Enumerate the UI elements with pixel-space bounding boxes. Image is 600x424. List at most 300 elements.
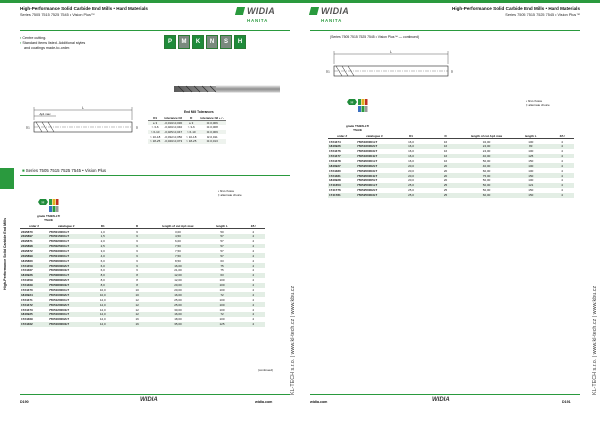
table-cell: 7505120002LT — [48, 302, 85, 307]
end-mill-drawing — [20, 104, 145, 140]
grade-material-icons — [37, 198, 59, 214]
table-cell: 75 — [203, 263, 242, 268]
table-cell: 7505200005LT — [357, 178, 378, 183]
table-cell: 12,0 — [84, 302, 121, 307]
table-cell: 121 — [511, 183, 550, 188]
continued-heading: (Series 7505 7515 7525 7545 • Vision Plus™ — continued) — [330, 35, 419, 39]
table-cell: 4 — [550, 163, 574, 168]
table-cell: 12 — [135, 307, 139, 312]
table-cell: 25,0 — [393, 193, 430, 198]
table-cell: 25,00 — [174, 297, 182, 302]
table-cell: 50,00 — [482, 178, 491, 183]
footer-divider — [20, 394, 290, 395]
table-cell: 3,0 — [100, 248, 105, 253]
table-cell: 57 — [203, 253, 242, 258]
table-cell: 4 — [561, 149, 563, 154]
table-cell: 16 — [429, 144, 461, 149]
table-cell: 4 — [252, 297, 254, 302]
table-cell: 25,0 — [408, 188, 414, 193]
side-url: KL-TECH s.r.o. | www.kl-tech.cz | www.kbu.cz — [592, 285, 598, 395]
legend-first-choice: • first choice — [218, 189, 242, 193]
product-table — [328, 134, 574, 198]
dim-D: D — [451, 69, 454, 74]
table-cell: 16,0 — [408, 158, 414, 163]
end-mill-drawing — [320, 48, 460, 84]
table-cell: 2495899 — [20, 253, 48, 258]
table-cell: 12 — [121, 312, 153, 317]
tol-header: tolerance h6 — [162, 116, 184, 121]
table-row — [328, 193, 574, 198]
table-cell: 7505120001LT — [48, 297, 70, 302]
table-cell: 6,0 — [84, 263, 121, 268]
table-cell: 1741781 — [328, 193, 356, 198]
table-cell: 8 — [121, 283, 153, 288]
tolerance-table — [148, 116, 226, 144]
table-cell: 100 — [203, 283, 242, 288]
col-order: order # — [20, 224, 48, 229]
table-cell: 7505025001LT — [48, 244, 85, 249]
table-cell: 4 — [241, 244, 265, 249]
table-cell: 4 — [252, 288, 254, 293]
table-cell: 1724473 — [21, 307, 33, 312]
table-cell: 150 — [528, 158, 534, 163]
table-cell: 1724459 — [20, 263, 48, 268]
table-cell: 7505200001LT — [357, 158, 378, 163]
table-cell: 40,00 — [462, 154, 512, 159]
table-cell: 7505040001LT — [48, 253, 85, 258]
table-cell: 7,50 — [153, 244, 202, 249]
table-cell: 7505010001LT — [48, 229, 70, 234]
table-cell: 25 — [429, 183, 461, 188]
tol-header: D1 — [148, 116, 162, 121]
logo-sub: HANITA — [247, 18, 269, 23]
table-cell: 6 — [121, 263, 153, 268]
series-divider — [20, 175, 290, 176]
footer-divider — [310, 394, 580, 395]
tolerance-title: End Mill Tolerances — [184, 110, 214, 114]
feature-bullets — [20, 36, 85, 52]
choice-legend — [218, 189, 242, 198]
table-cell: 25,0 — [393, 183, 430, 188]
footer-url: widia.com — [310, 400, 328, 404]
table-cell: 1724474 — [329, 139, 341, 144]
top-accent-bar — [300, 0, 600, 3]
table-cell: 7505080001LT — [48, 273, 85, 278]
dim-D1: D1 — [326, 69, 330, 74]
table-cell: 12,00 — [174, 278, 182, 283]
page-number: D191 — [562, 400, 571, 404]
table-cell: 6 — [136, 248, 138, 253]
table-cell: 4 — [241, 322, 265, 327]
table-cell: 7505060003LT — [48, 268, 70, 273]
side-tab-marker — [0, 168, 14, 189]
material-m-icon: M — [178, 35, 190, 49]
table-cell: 8 — [136, 278, 138, 283]
table-cell: 4 — [550, 193, 574, 198]
table-cell: 6 — [136, 268, 138, 273]
top-accent-bar — [0, 0, 300, 3]
grade-material-icons — [346, 98, 368, 114]
table-cell: 8 — [121, 273, 153, 278]
table-cell: 4 — [241, 273, 265, 278]
table-cell: 72 — [203, 292, 242, 297]
table-cell: 20 — [429, 173, 461, 178]
table-cell: 75 — [220, 268, 224, 273]
table-cell: 1741653 — [328, 183, 356, 188]
table-cell: 4,50 — [153, 234, 202, 239]
material-n-icon: N — [206, 35, 218, 49]
table-cell: 7505250001LT — [356, 183, 393, 188]
table-cell: 1724480 — [329, 168, 341, 173]
table-cell: 1,5 — [84, 234, 121, 239]
table-cell: 12,0 — [99, 317, 106, 322]
table-cell: 100 — [511, 163, 550, 168]
table-cell: 7505200002LT — [356, 163, 393, 168]
logo-mark-icon — [309, 7, 319, 15]
table-cell: 32,00 — [482, 139, 491, 144]
table-cell: 7505160001LT — [357, 139, 378, 144]
table-cell: 12,00 — [153, 273, 202, 278]
tol-header: D — [184, 116, 198, 121]
logo-mark-icon — [235, 7, 245, 15]
table-cell: 20,0 — [408, 168, 414, 173]
table-cell: 7505200003LT — [357, 168, 378, 173]
header-subtitle: Series 7505 7515 7525 7545 • Vision Plus™ — [505, 13, 580, 17]
col-zu: Z/U — [550, 134, 574, 139]
table-cell: 16,00 — [153, 312, 202, 317]
table-cell: 2,5 — [84, 244, 121, 249]
col-d1: D1 — [393, 134, 430, 139]
table-cell: 7505160001LT — [48, 312, 85, 317]
table-cell: 100 — [203, 302, 242, 307]
widia-logo — [310, 4, 370, 29]
dim-L: L — [390, 50, 392, 54]
table-cell: 1840924 — [20, 292, 48, 297]
table-cell: 75,00 — [462, 173, 512, 178]
table-cell: 16 — [121, 322, 153, 327]
table-cell: 12,0 — [99, 307, 106, 312]
table-cell: 4 — [241, 302, 265, 307]
table-cell: 100 — [528, 139, 534, 144]
table-cell: 1724472 — [20, 302, 48, 307]
table-cell: 4 — [252, 278, 254, 283]
table-cell: 1724462 — [20, 322, 48, 327]
table-cell: 1724467 — [21, 268, 33, 273]
end-mill-photo — [172, 82, 282, 96]
table-cell: 4 — [252, 258, 254, 263]
col-length-of-cut: length of cut Ap1 max — [153, 224, 202, 229]
col-d1: D1 — [84, 224, 121, 229]
logo-sub: HANITA — [321, 18, 343, 23]
grade-label: grade TS/EN-LT/ TSA/E — [346, 124, 370, 132]
header-divider — [310, 30, 580, 31]
table-cell: 2495870 — [21, 229, 33, 234]
table-cell: 20,00 — [153, 283, 202, 288]
table-cell: 1724476 — [329, 149, 341, 154]
table-cell: 4 — [252, 229, 254, 234]
table-cell: 4 — [252, 239, 254, 244]
bullet-item: ▪ Centre cutting. — [20, 36, 85, 41]
table-cell: 7,50 — [175, 248, 181, 253]
dim-D: D — [136, 125, 139, 130]
header-title: High-Performance Solid Carbide End Mills • Hard Materials — [20, 6, 148, 11]
continued-note: (continued) — [258, 368, 274, 372]
table-cell: 57 — [220, 248, 224, 253]
table-cell: 4 — [561, 188, 563, 193]
table-cell: 4 — [241, 234, 265, 239]
tol-row: > 6-10 -0,025/-0,047 > 6-10 0/-0,009 — [148, 130, 226, 135]
table-cell: 10 — [135, 288, 139, 293]
table-cell: 8,50 — [175, 258, 181, 263]
table-cell: 7505160002LT — [356, 144, 393, 149]
table-cell: 4 — [252, 317, 254, 322]
logo-word: WIDIA — [247, 6, 275, 16]
footer-url: widia.com — [255, 400, 273, 404]
product-table — [20, 224, 265, 327]
table-cell: 6 — [121, 253, 153, 258]
table-cell: 18,00 — [174, 317, 182, 322]
svg-text:H: H — [41, 199, 45, 205]
table-cell: 60,00 — [462, 193, 512, 198]
table-cell: 4 — [550, 183, 574, 188]
col-zu: Z/U — [241, 224, 265, 229]
table-cell: 12 — [135, 297, 139, 302]
material-p-icon: P — [164, 35, 176, 49]
table-cell: 7505060001LT — [48, 258, 70, 263]
table-cell: 50,00 — [482, 188, 491, 193]
table-cell: 57 — [220, 239, 224, 244]
table-cell: 100 — [528, 149, 534, 154]
table-cell: 4 — [252, 268, 254, 273]
table-cell: 20,00 — [174, 288, 182, 293]
tol-row: ≤ 3 -0,010/-0,030 ≤ 3 0/-0,006 — [148, 121, 226, 126]
tol-row: > 10-18 -0,032/-0,050 > 10-18 0/-0,011 — [150, 134, 218, 139]
dim-ap1: Ap1 max — [39, 112, 51, 116]
table-cell: 4 — [561, 139, 563, 144]
table-cell: 7505250002LT — [357, 188, 378, 193]
header-divider — [20, 30, 290, 31]
table-cell: 16 — [135, 317, 139, 322]
bullet-item: and coatings made-to-order. — [24, 46, 71, 51]
col-d: D — [121, 224, 153, 229]
table-cell: 4 — [241, 283, 265, 288]
table-cell: 25 — [429, 193, 461, 198]
table-cell: 6 — [136, 239, 138, 244]
table-cell: 100 — [528, 178, 534, 183]
table-cell: 12,0 — [84, 322, 121, 327]
table-cell: 1840926 — [20, 273, 48, 278]
table-cell: 21,00 — [174, 268, 182, 273]
bullet-item: ▪ Standard items listed. Additional styles — [20, 41, 85, 46]
table-cell: 7505160002LT — [48, 317, 70, 322]
table-cell: 4 — [252, 248, 254, 253]
table-cell: 1724481 — [328, 173, 356, 178]
table-cell: 7505160003LT — [48, 322, 85, 327]
table-cell: 4 — [550, 154, 574, 159]
table-cell: 150 — [528, 188, 534, 193]
table-cell: 4 — [241, 312, 265, 317]
table-cell: 6 — [136, 229, 138, 234]
table-cell: 1724477 — [328, 154, 356, 159]
table-cell: 6 — [121, 234, 153, 239]
dim-L: L — [82, 106, 84, 110]
logo-word: WIDIA — [321, 6, 349, 16]
table-cell: 16 — [429, 154, 461, 159]
col-catalogue: catalogue # — [356, 134, 393, 139]
table-cell: 50,00 — [462, 183, 512, 188]
table-cell: 4,0 — [84, 253, 121, 258]
table-cell: 72 — [203, 312, 242, 317]
table-cell: 6 — [121, 244, 153, 249]
table-cell: 1840928 — [329, 178, 341, 183]
table-cell: 1845860 — [21, 258, 33, 263]
table-cell: 7505080002LT — [48, 278, 70, 283]
table-cell: 6 — [136, 258, 138, 263]
table-cell: 7505160003LT — [357, 149, 378, 154]
table-cell: 12,0 — [84, 312, 121, 317]
table-cell: 16,00 — [153, 292, 202, 297]
table-cell: 6,0 — [100, 268, 105, 273]
table-cell: 20,0 — [393, 173, 430, 178]
table-cell: 60,00 — [482, 168, 491, 173]
table-cell: 7505080003LT — [48, 283, 85, 288]
table-cell: 7,50 — [153, 253, 202, 258]
material-h-icon: H — [234, 35, 246, 49]
table-row — [20, 322, 265, 327]
tol-row: > 18-25 -0,040/-0,073 > 18-25 0/-0,013 — [148, 139, 226, 144]
table-cell: 100 — [219, 297, 225, 302]
table-cell: 1724471 — [21, 297, 33, 302]
series-title: ■ Series 7505 7515 7525 7545 • Vision Plus — [22, 168, 106, 173]
table-cell: 7505015001LT — [48, 234, 85, 239]
table-cell: 6,0 — [100, 258, 105, 263]
header-title: High-Performance Solid Carbide End Mills • Hard Materials — [452, 6, 580, 11]
choice-legend — [526, 99, 550, 108]
table-cell: 8,0 — [100, 278, 105, 283]
table-cell: 4 — [241, 292, 265, 297]
table-cell: 12 — [121, 302, 153, 307]
table-cell: 150 — [511, 193, 550, 198]
table-cell: 57 — [203, 244, 242, 249]
table-cell: 50 — [220, 229, 224, 234]
table-cell: 1724469 — [21, 317, 33, 322]
col-order: order # — [328, 134, 356, 139]
table-cell: 1724469 — [20, 283, 48, 288]
table-cell: 16,0 — [393, 144, 430, 149]
table-cell: 57 — [203, 234, 242, 239]
table-cell: 1840927 — [328, 163, 356, 168]
table-cell: 1,0 — [100, 229, 105, 234]
side-url: KL-TECH s.r.o. | www.kl-tech.cz | www.kbu.cz — [290, 285, 296, 395]
table-cell: 8,0 — [84, 273, 121, 278]
table-cell: 10,0 — [99, 288, 106, 293]
table-cell: 24,00 — [462, 144, 512, 149]
table-cell: 2,0 — [100, 239, 105, 244]
col-length: length L — [203, 224, 242, 229]
widia-logo — [236, 4, 296, 29]
table-cell: 7505120003LT — [48, 307, 70, 312]
tol-header: tolerance h6 + / - — [200, 116, 225, 121]
table-cell: 7505100002LT — [48, 292, 85, 297]
material-icons — [164, 35, 246, 49]
col-d: D — [429, 134, 461, 139]
table-cell: 16 — [443, 158, 448, 163]
table-cell: 12,0 — [99, 297, 106, 302]
table-cell: 20,0 — [408, 178, 414, 183]
table-cell: 125 — [203, 322, 242, 327]
footer-logo: WIDIA — [432, 397, 450, 403]
side-section-title: High-Performance Solid Carbide End Mills — [3, 217, 7, 290]
table-cell: 25 — [443, 188, 448, 193]
table-cell: 40,00 — [462, 163, 512, 168]
table-cell: 7505200004LT — [356, 173, 393, 178]
col-length: length L — [511, 134, 550, 139]
footer-logo: WIDIA — [140, 397, 158, 403]
table-cell: 4 — [241, 263, 265, 268]
table-cell: 4 — [561, 168, 563, 173]
header-subtitle: Series 7505 7515 7525 7545 • Vision Plus™ — [20, 13, 95, 17]
material-s-icon: S — [220, 35, 232, 49]
table-cell: 125 — [511, 154, 550, 159]
table-cell: 20 — [443, 178, 448, 183]
table-cell: 20 — [429, 163, 461, 168]
table-cell: 1724459 — [21, 278, 33, 283]
catalog-page-right — [300, 0, 600, 424]
table-cell: 16,0 — [393, 154, 430, 159]
table-cell: 16 — [443, 139, 448, 144]
table-cell: 16 — [443, 149, 448, 154]
page-number: D190 — [20, 400, 29, 404]
table-cell: 4 — [252, 307, 254, 312]
table-cell: 100 — [219, 317, 225, 322]
table-cell: 7505020001LT — [48, 239, 70, 244]
tol-row: > 3-6 -0,020/-0,040 > 3-6 0/-0,008 — [151, 125, 218, 130]
table-cell: 83 — [511, 144, 550, 149]
table-cell: 10,0 — [84, 292, 121, 297]
table-cell: 100 — [219, 278, 225, 283]
table-cell: 7505160004LT — [356, 154, 393, 159]
table-cell: 3,00 — [175, 229, 181, 234]
col-catalogue: catalogue # — [48, 224, 85, 229]
table-cell: 30,00 — [174, 307, 182, 312]
table-cell: 1840926 — [328, 144, 356, 149]
col-length-of-cut: length of cut Ap1 max — [462, 134, 512, 139]
table-cell: 100 — [528, 168, 534, 173]
table-cell: 100 — [219, 307, 225, 312]
svg-text:H: H — [350, 99, 354, 105]
table-cell: 10 — [121, 292, 153, 297]
table-cell: 1840925 — [20, 312, 48, 317]
table-cell: 100 — [219, 288, 225, 293]
table-cell: 16,0 — [408, 139, 414, 144]
table-cell: 16,0 — [408, 149, 414, 154]
table-cell: 35,00 — [153, 322, 202, 327]
table-cell: 2495872 — [21, 248, 33, 253]
table-cell: 50,00 — [482, 158, 491, 163]
dim-D1: D1 — [26, 125, 30, 130]
table-cell: 20,0 — [393, 163, 430, 168]
table-cell: 8,0 — [84, 283, 121, 288]
table-cell: 4 — [550, 144, 574, 149]
legend-alternate-choice: ‡ alternate choice — [218, 193, 242, 197]
table-cell: 4 — [561, 158, 563, 163]
table-cell: 2495897 — [20, 234, 48, 239]
table-cell: 6,00 — [175, 239, 181, 244]
table-cell: 7505030001LT — [48, 248, 70, 253]
grade-label: grade TS/EN-LT/ TSA/E — [37, 214, 61, 222]
table-cell: 25,00 — [153, 302, 202, 307]
table-cell: 63 — [203, 273, 242, 278]
